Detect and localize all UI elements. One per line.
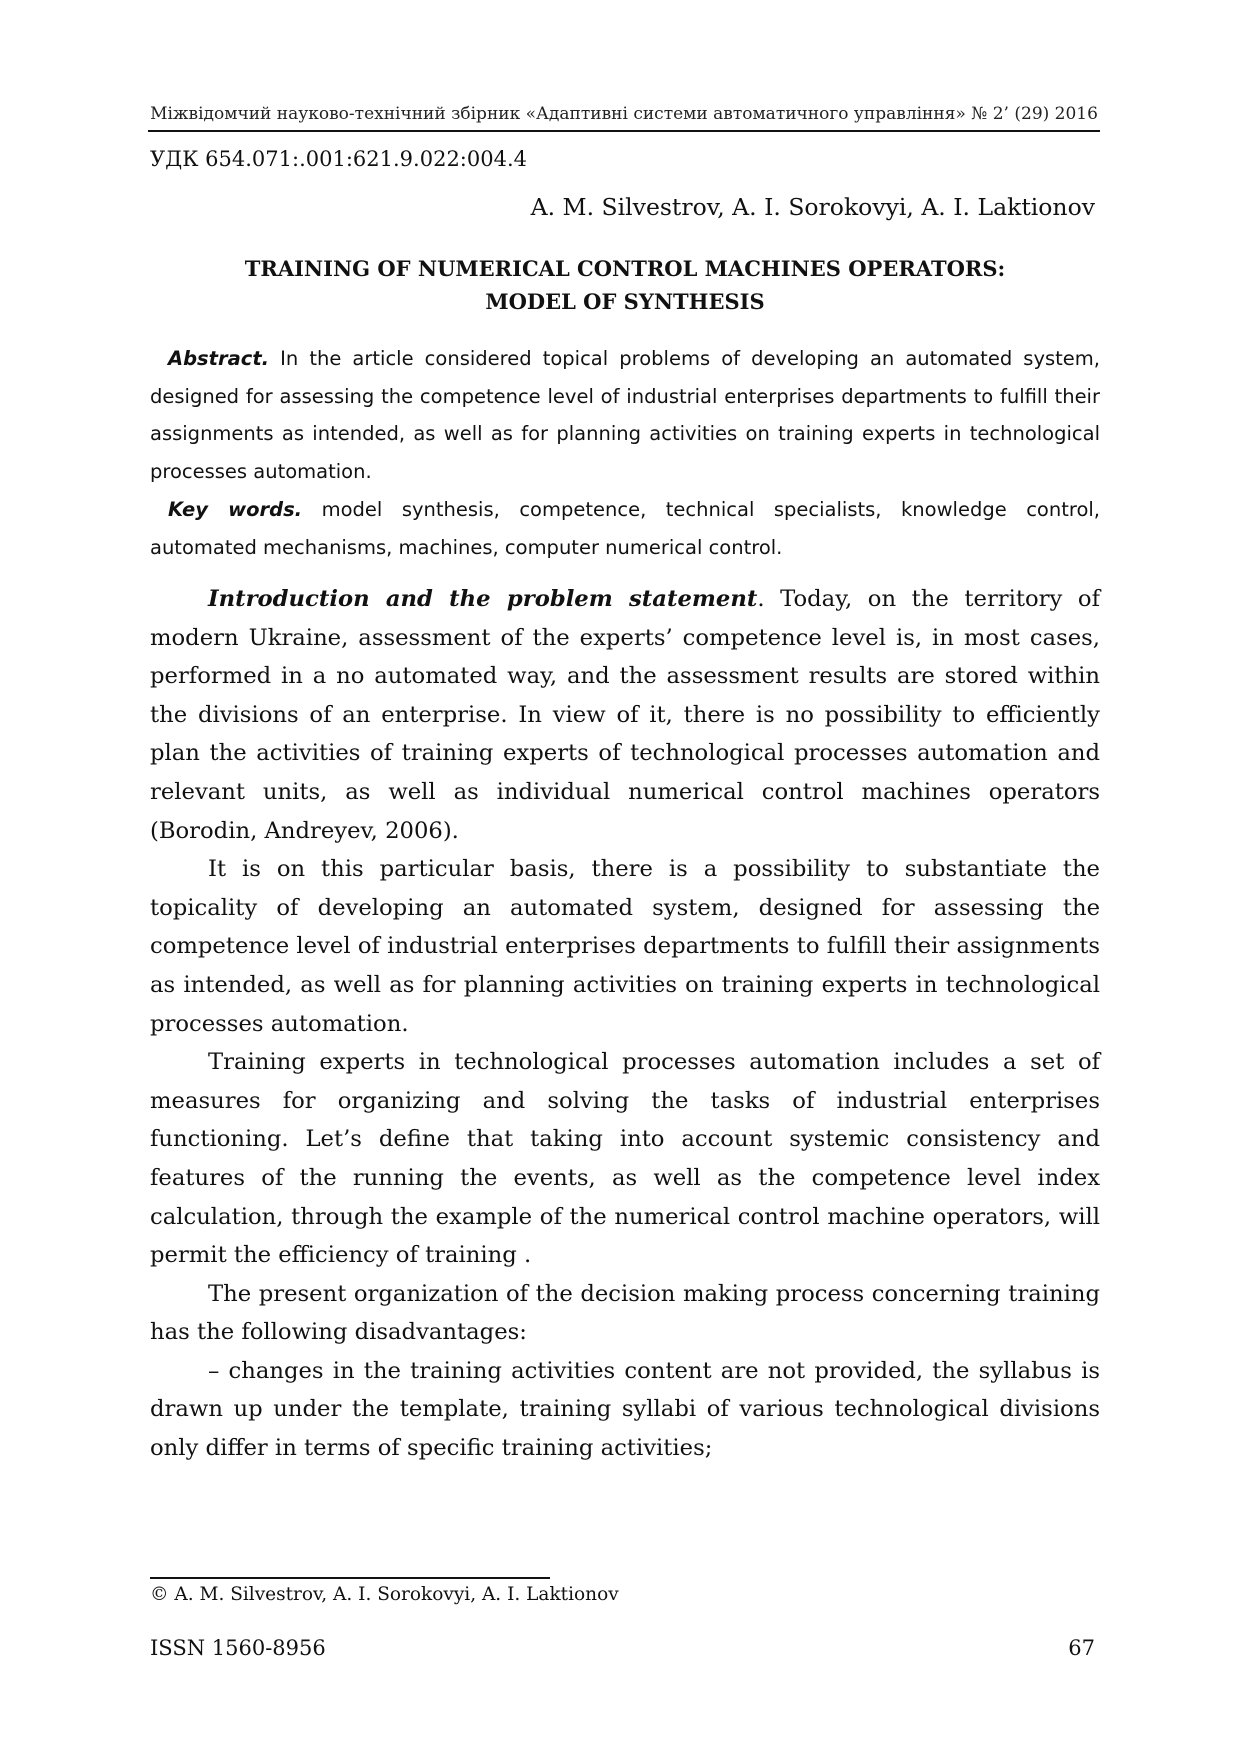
body-paragraph-3: Training experts in technological processes automation includes a set of measures for organizing and solving the tasks of industrial enterprises functioning. Let’s define that taking into account systemic consistency and features of the running the events, as well as the competence level index calculation, through the example of the numerical control machine operators, will permit the efficiency of training . [150, 1049, 1100, 1269]
intro-text: . Today, on the territory of modern Ukraine, assessment of the experts’ competence level is, in most cases, performed in a no automated way, and the assessment results are stored within the divisions of an enterprise. In view of it, there is no possibility to efficiently plan the activities of training experts of technological processes automation and relevant units, as well as individual numerical control machines operators (Borodin, Andreyev, 2006). [150, 586, 1100, 844]
title-line-1: TRAINING OF NUMERICAL CONTROL MACHINES OPERATORS: [244, 256, 1006, 281]
keywords [150, 491, 1100, 566]
udc-code: УДК 654.071:.001:621.9.022:004.4 [150, 147, 527, 171]
abstract [150, 340, 1100, 490]
footnote-rule [150, 1577, 550, 1579]
intro-label: Introduction and the problem statement [208, 586, 758, 612]
abstract-text: In the article considered topical problems of developing an automated system, designed for assessing the competence level of industrial enterprises departments to fulfill their assignments as intended, as well as for planning activities on training experts in technological processes automation. [150, 347, 1100, 483]
issn: ISSN 1560-8956 [150, 1636, 326, 1660]
running-header: Міжвідомчий науково-технічний збірник «Адаптивні системи автоматичного управління» № 2’ (29) 2016 [150, 104, 1098, 124]
keywords-text: model synthesis, competence, technical specialists, knowledge control, automated mechanisms, machines, computer numerical control. [150, 498, 1100, 559]
article-body [150, 580, 1100, 1468]
article-title [150, 252, 1100, 318]
authors: A. M. Silvestrov, A. I. Sorokovyi, A. I. Laktionov [530, 193, 1095, 221]
list-item: – changes in the training activities content are not provided, the syllabus is drawn up under the template, training syllabi of various technological divisions only differ in terms of specific training activities; [150, 1357, 1100, 1462]
keywords-label: Key words. [168, 498, 303, 521]
abstract-label: Abstract. [168, 347, 270, 370]
copyright-footnote: © A. M. Silvestrov, A. I. Sorokovyi, A. I. Laktionov [150, 1584, 619, 1605]
page-number: 67 [1068, 1636, 1095, 1660]
body-paragraph-2: It is on this particular basis, there is a possibility to substantiate the topicality of developing an automated system, designed for assessing the competence level of industrial enterprises departments to fulfill their assignments as intended, as well as for planning activities on training experts in technological processes automation. [150, 856, 1100, 1037]
intro-paragraph [150, 580, 1100, 850]
header-rule [148, 130, 1100, 132]
title-line-2: MODEL OF SYNTHESIS [485, 289, 765, 314]
body-paragraph-4: The present organization of the decision making process concerning training has the following disadvantages: [150, 1280, 1100, 1346]
